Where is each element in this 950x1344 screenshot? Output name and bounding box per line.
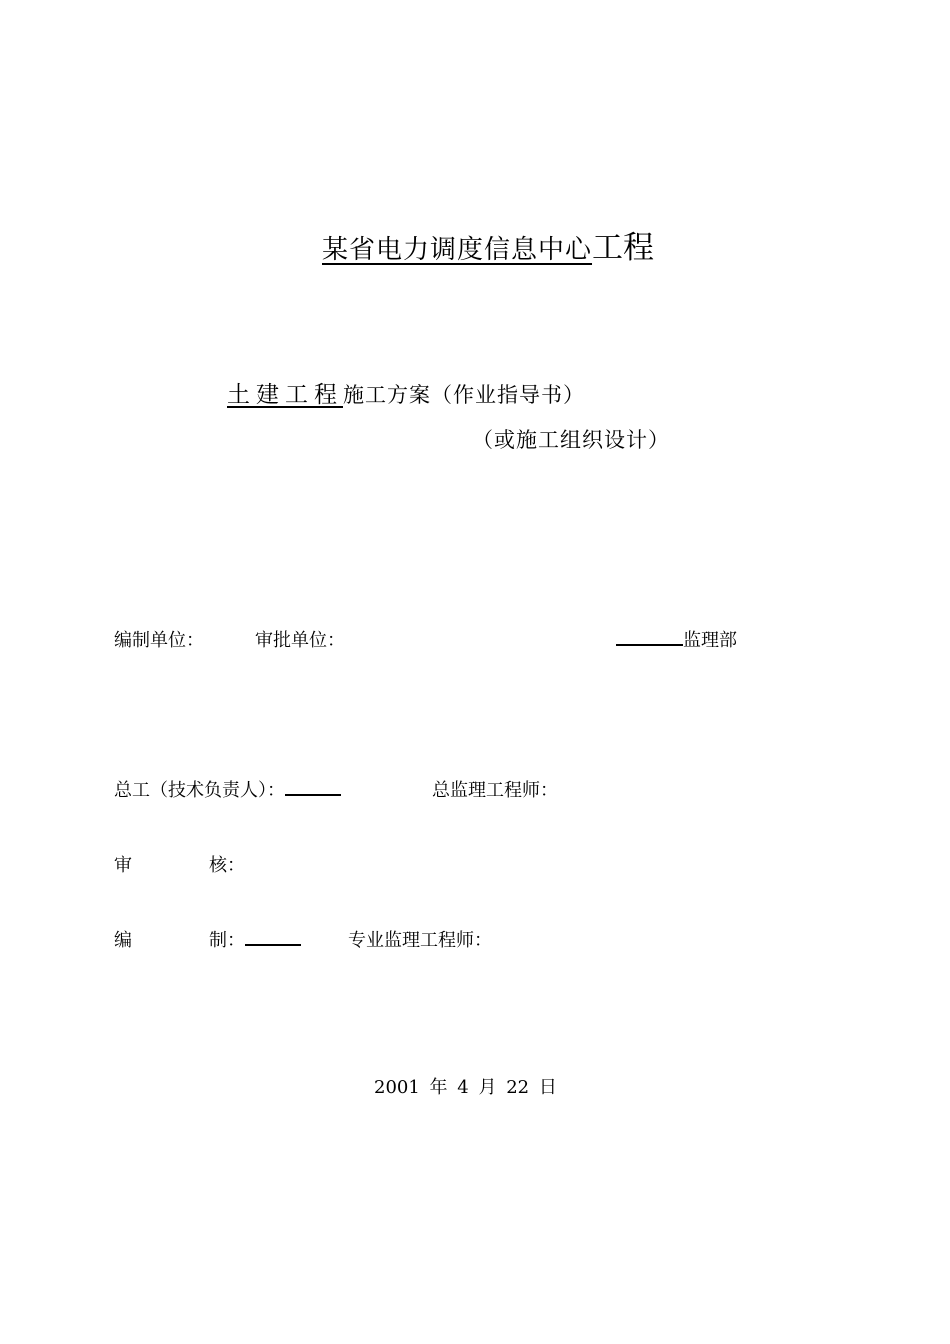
compile-unit-label: 编制单位： [114,630,204,651]
plan-heading [219,376,585,409]
supervision-blank [616,628,683,646]
document-date [374,1073,557,1099]
date-year-unit: 年 [429,1077,448,1098]
supervision-dept-label: 监理部 [683,630,737,651]
review-label-a: 审 [114,855,132,876]
chief-engineer-blank [285,778,341,796]
chief-supervisor-label: 总监理工程师： [432,780,558,801]
chief-engineer-field [114,776,341,802]
document-title [322,222,655,266]
chief-engineer-label: 总工（技术负责人）： [114,780,285,801]
compile-label-a: 编 [114,930,132,951]
review-label-b: 核： [209,855,245,876]
date-month-unit: 月 [478,1077,497,1098]
compile-label-b: 制： [209,930,245,951]
work-type: 土建工程 [227,382,343,408]
date-day: 22 [506,1077,530,1098]
supervision-dept [616,626,737,652]
specialty-supervisor-label: 专业监理工程师： [348,930,492,951]
approve-unit-label: 审批单位： [255,630,345,651]
compile-blank [245,928,301,946]
project-name: 某省电力调度信息中心 [322,235,593,265]
plan-title: 施工方案（作业指导书） [343,383,585,407]
alt-title: （或施工组织设计） [472,428,670,452]
date-year: 2001 [374,1077,420,1098]
compile-field [209,926,301,952]
project-suffix: 工程 [592,230,655,266]
date-day-unit: 日 [538,1077,557,1098]
date-month: 4 [457,1077,469,1098]
